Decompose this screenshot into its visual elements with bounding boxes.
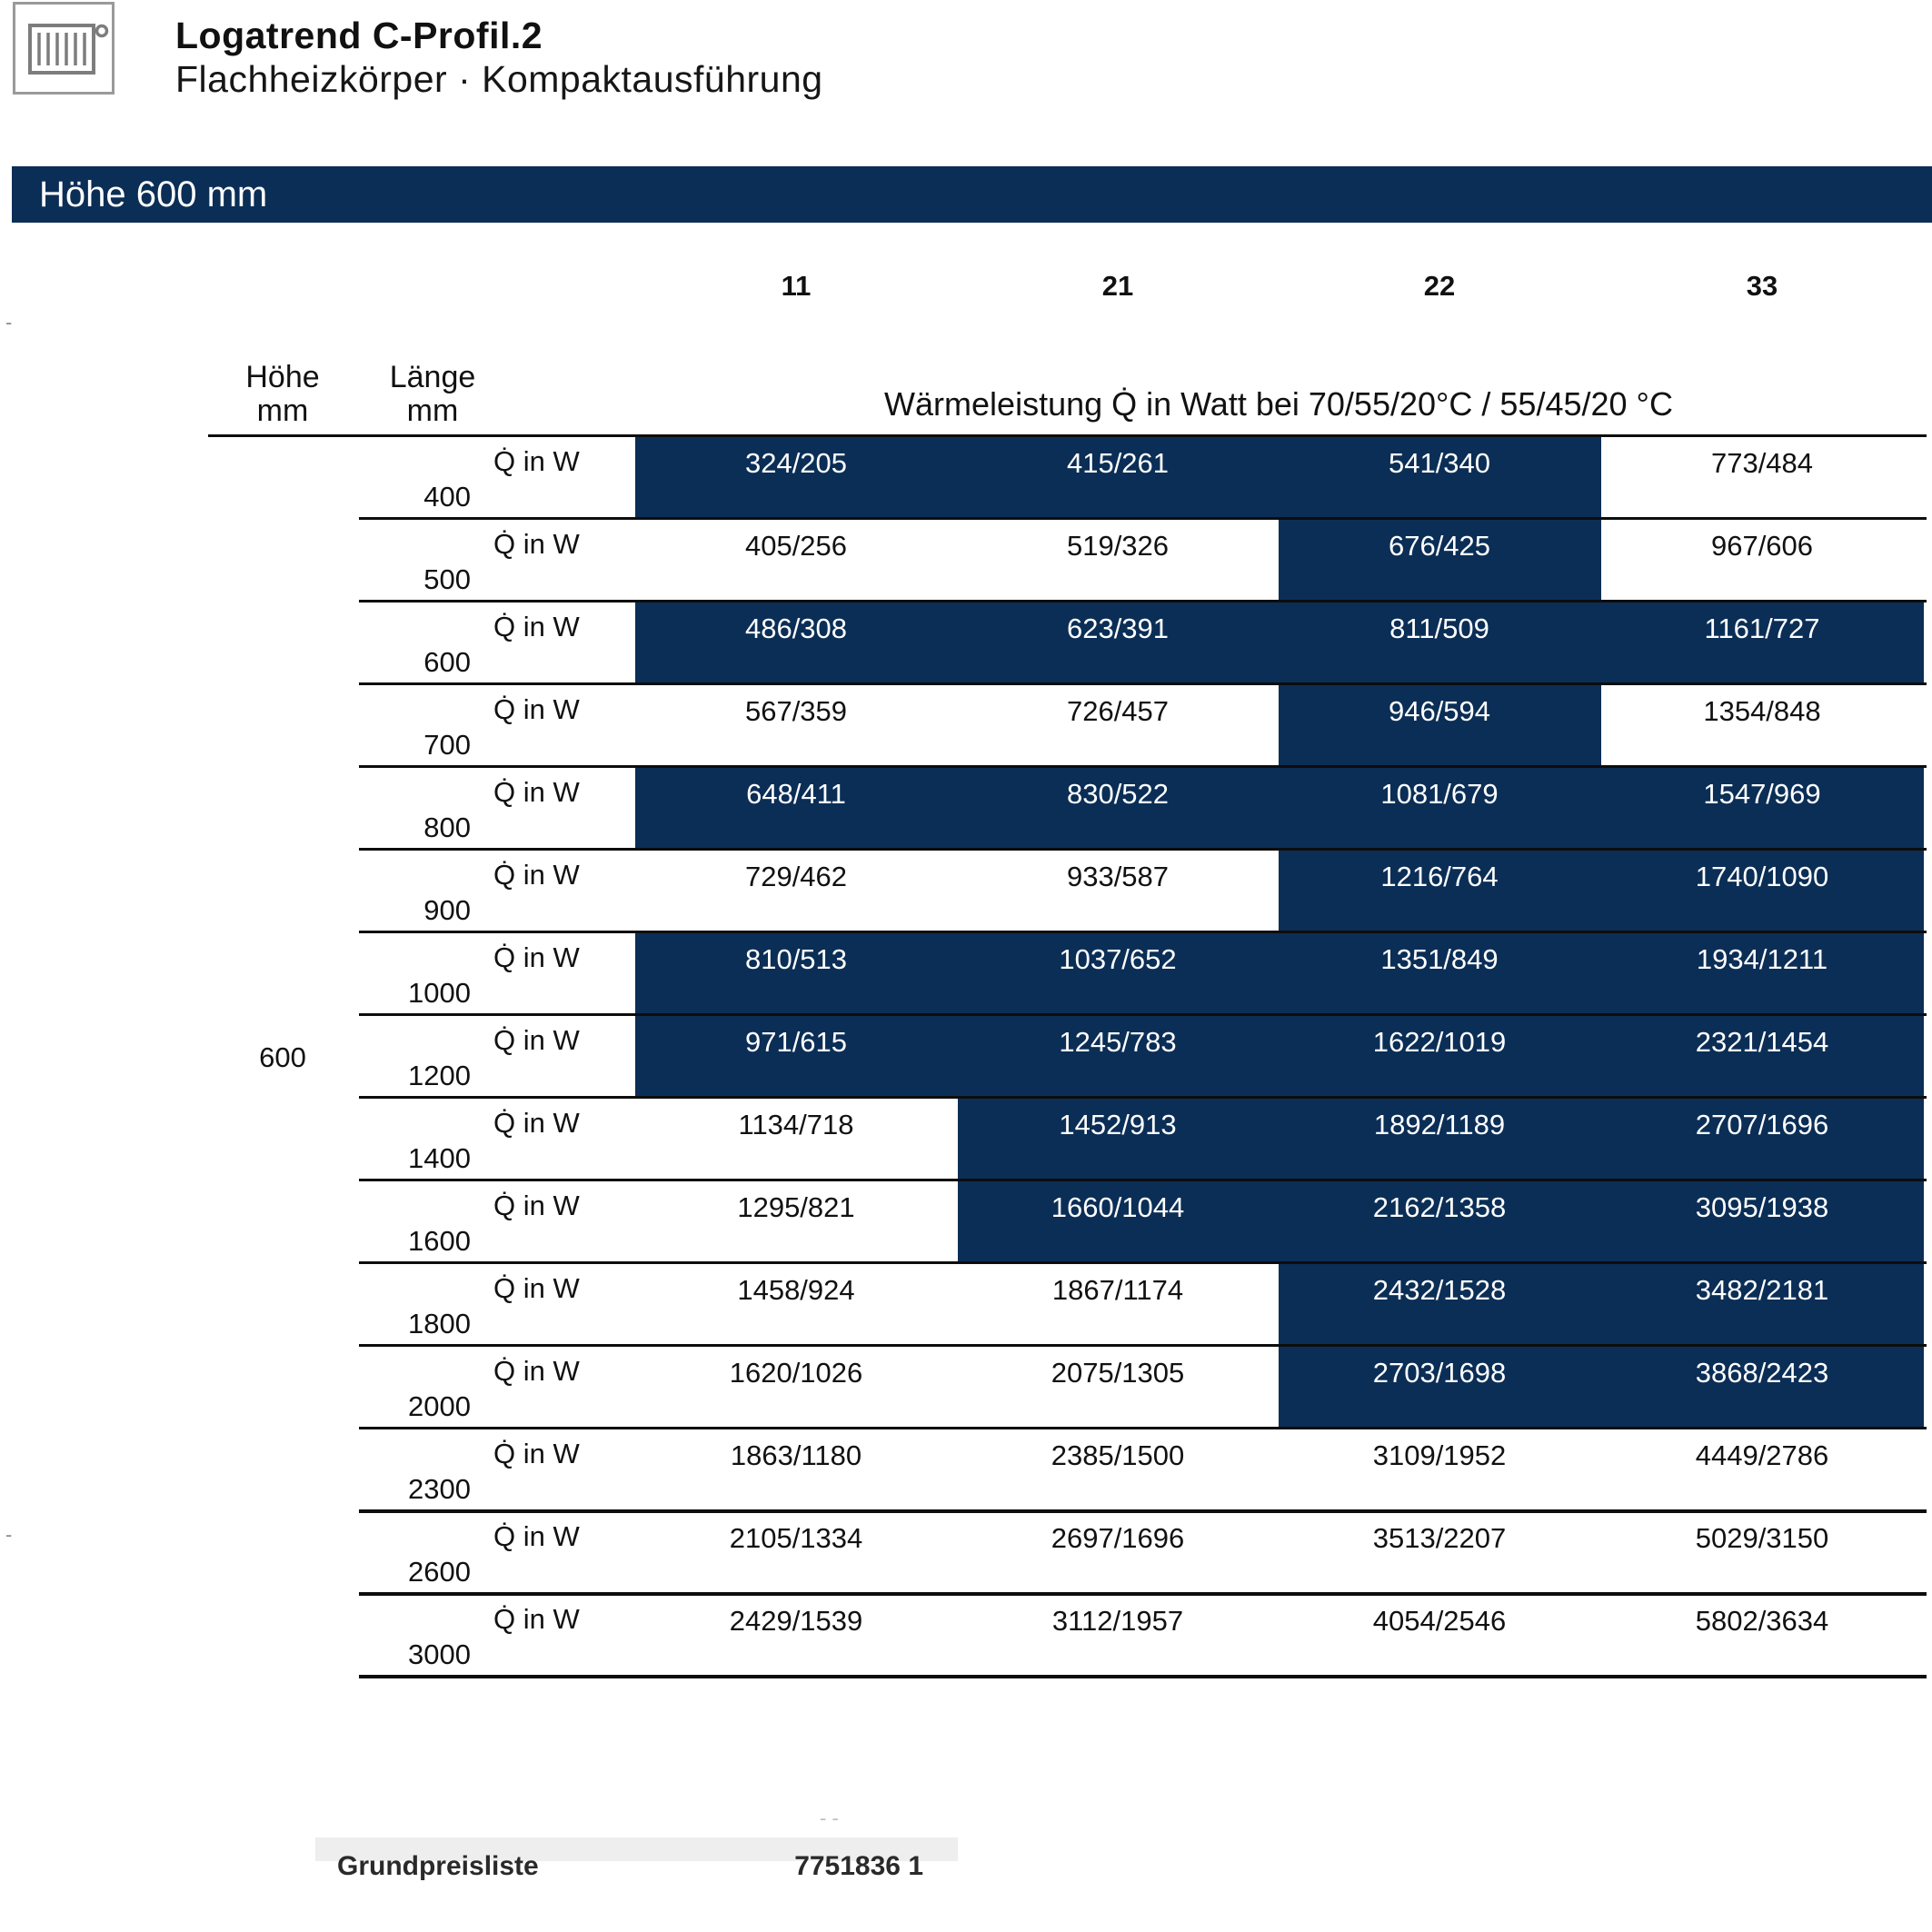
laenge-value: 1600	[408, 1225, 471, 1257]
performance-value: 2105/1334	[729, 1522, 863, 1554]
clipped-footer-row	[315, 1837, 958, 1881]
brand-logo-box	[13, 2, 115, 95]
row-unit-label: Q̇ in W	[493, 693, 580, 725]
performance-value: 623/391	[1066, 612, 1170, 644]
performance-value: 5029/3150	[1695, 1522, 1829, 1554]
table-row	[0, 1099, 1932, 1181]
table-row	[0, 1264, 1932, 1347]
performance-value: 5802/3634	[1695, 1605, 1829, 1637]
performance-value: 519/326	[1066, 530, 1170, 562]
performance-value: 773/484	[1710, 447, 1814, 479]
col-header-type-11: 11	[781, 270, 812, 302]
row-separator-line	[359, 1675, 1927, 1678]
row-unit-label: Q̇ in W	[493, 1438, 580, 1469]
performance-value: 1458/924	[737, 1274, 855, 1306]
performance-value: 1351/849	[1380, 943, 1499, 975]
performance-value: 541/340	[1388, 447, 1491, 479]
performance-value: 2075/1305	[1051, 1357, 1185, 1389]
row-unit-label: Q̇ in W	[493, 776, 580, 808]
table-row	[0, 933, 1932, 1016]
performance-value: 648/411	[746, 778, 846, 810]
performance-value: 1354/848	[1703, 695, 1821, 727]
col-header-type-22: 22	[1423, 270, 1456, 302]
performance-value: 933/587	[1066, 861, 1170, 892]
row-unit-label: Q̇ in W	[493, 1190, 580, 1221]
performance-value: 729/462	[744, 861, 848, 892]
row-unit-label: Q̇ in W	[493, 859, 580, 891]
performance-value: 2703/1698	[1372, 1357, 1507, 1389]
row-unit-label: Q̇ in W	[493, 1520, 580, 1552]
row-unit-label: Q̇ in W	[493, 1355, 580, 1387]
laenge-value: 1000	[408, 977, 471, 1009]
performance-value: 1037/652	[1059, 943, 1177, 975]
footer-text-left: Grundpreisliste	[337, 1851, 539, 1881]
performance-value: 2385/1500	[1051, 1439, 1185, 1471]
performance-value: 2321/1454	[1695, 1026, 1829, 1058]
performance-value: 1245/783	[1059, 1026, 1177, 1058]
hoehe-unit: mm	[256, 393, 309, 428]
performance-value: 1216/764	[1380, 861, 1499, 892]
section-header-hoehe-600: Höhe 600 mm	[12, 166, 1932, 223]
performance-value: 971/615	[744, 1026, 848, 1058]
laenge-label: Länge	[389, 360, 476, 394]
col-header-type-33: 33	[1746, 270, 1778, 302]
performance-value: 1620/1026	[729, 1357, 863, 1389]
performance-value: 3109/1952	[1372, 1439, 1507, 1471]
table-row	[0, 1429, 1932, 1512]
laenge-value: 900	[423, 894, 471, 926]
performance-value: 3482/2181	[1695, 1274, 1829, 1306]
performance-value: 811/509	[1389, 612, 1489, 644]
laenge-value: 500	[423, 563, 471, 595]
performance-value: 967/606	[1710, 530, 1814, 562]
performance-value: 324/205	[744, 447, 848, 479]
performance-value: 1660/1044	[1051, 1191, 1185, 1223]
performance-value: 2429/1539	[729, 1605, 863, 1637]
performance-value: 810/513	[744, 943, 848, 975]
page-title: Logatrend C-Profil.2	[175, 15, 543, 56]
laenge-value: 1800	[408, 1308, 471, 1339]
table-row	[0, 768, 1932, 851]
col-header-hoehe	[245, 361, 319, 428]
performance-value: 1081/679	[1380, 778, 1499, 810]
row-unit-label: Q̇ in W	[493, 1024, 580, 1056]
performance-value: 676/425	[1388, 530, 1491, 562]
performance-value: 4054/2546	[1372, 1605, 1507, 1637]
performance-value: 1134/718	[738, 1109, 854, 1140]
performance-value: 1161/727	[1704, 612, 1820, 644]
performance-value: 405/256	[744, 530, 848, 562]
laenge-unit: mm	[406, 393, 459, 428]
laenge-value: 1400	[408, 1142, 471, 1174]
performance-value: 3513/2207	[1372, 1522, 1507, 1554]
row-unit-label: Q̇ in W	[493, 1603, 580, 1635]
performance-value: 2697/1696	[1051, 1522, 1185, 1554]
laenge-value: 2300	[408, 1473, 471, 1505]
row-unit-label: Q̇ in W	[493, 445, 580, 477]
scan-artifact-dash-2: -	[5, 1523, 13, 1546]
page-subtitle: Flachheizkörper · Kompaktausführung	[175, 58, 823, 100]
performance-header: Wärmeleistung Q̇ in Watt bei 70/55/20°C / 55/45/20 °C	[884, 385, 1673, 423]
performance-value: 1863/1180	[730, 1439, 862, 1471]
scan-artifact-dash-3: - -	[820, 1807, 839, 1829]
radiator-icon	[15, 5, 112, 92]
row-unit-label: Q̇ in W	[493, 1107, 580, 1139]
laenge-value: 2000	[408, 1390, 471, 1422]
performance-value: 1622/1019	[1372, 1026, 1507, 1058]
table-row	[0, 685, 1932, 768]
performance-value: 726/457	[1066, 695, 1170, 727]
laenge-value: 800	[423, 812, 471, 843]
performance-value: 3868/2423	[1695, 1357, 1829, 1389]
performance-value: 1934/1211	[1696, 943, 1828, 975]
performance-value: 1892/1189	[1373, 1109, 1506, 1140]
table-row	[0, 851, 1932, 933]
performance-value: 1740/1090	[1695, 861, 1829, 892]
hoehe-value: 600	[259, 1041, 306, 1073]
performance-value: 1547/969	[1703, 778, 1821, 810]
performance-value: 946/594	[1388, 695, 1491, 727]
performance-value: 1295/821	[737, 1191, 855, 1223]
performance-value: 2162/1358	[1372, 1191, 1507, 1223]
performance-value: 4449/2786	[1695, 1439, 1829, 1471]
performance-value: 1867/1174	[1051, 1274, 1184, 1306]
scan-artifact-dash-1: -	[5, 311, 13, 334]
table-row	[0, 437, 1932, 520]
table-row	[0, 1347, 1932, 1429]
performance-value: 2707/1696	[1695, 1109, 1829, 1140]
performance-value: 415/261	[1066, 447, 1170, 479]
row-unit-label: Q̇ in W	[493, 528, 580, 560]
hoehe-label: Höhe	[245, 360, 320, 394]
laenge-value: 400	[423, 481, 471, 513]
table-row	[0, 603, 1932, 685]
laenge-value: 700	[423, 729, 471, 761]
performance-value: 2432/1528	[1372, 1274, 1507, 1306]
row-unit-label: Q̇ in W	[493, 611, 580, 642]
col-header-laenge	[390, 361, 476, 428]
performance-value: 830/522	[1066, 778, 1170, 810]
row-unit-label: Q̇ in W	[493, 941, 580, 973]
row-unit-label: Q̇ in W	[493, 1272, 580, 1304]
performance-value: 1452/913	[1059, 1109, 1177, 1140]
laenge-value: 600	[423, 646, 471, 678]
laenge-value: 3000	[408, 1638, 471, 1670]
laenge-value: 2600	[408, 1556, 471, 1588]
table-row	[0, 520, 1932, 603]
performance-value: 3095/1938	[1695, 1191, 1829, 1223]
table-row	[0, 1512, 1932, 1595]
table-row	[0, 1595, 1932, 1678]
col-header-type-21: 21	[1101, 270, 1134, 302]
laenge-value: 1200	[408, 1060, 471, 1091]
performance-value: 567/359	[744, 695, 848, 727]
footer-text-right: 7751836 1	[794, 1851, 923, 1881]
table-row	[0, 1181, 1932, 1264]
performance-value: 486/308	[744, 612, 848, 644]
performance-value: 3112/1957	[1051, 1605, 1184, 1637]
